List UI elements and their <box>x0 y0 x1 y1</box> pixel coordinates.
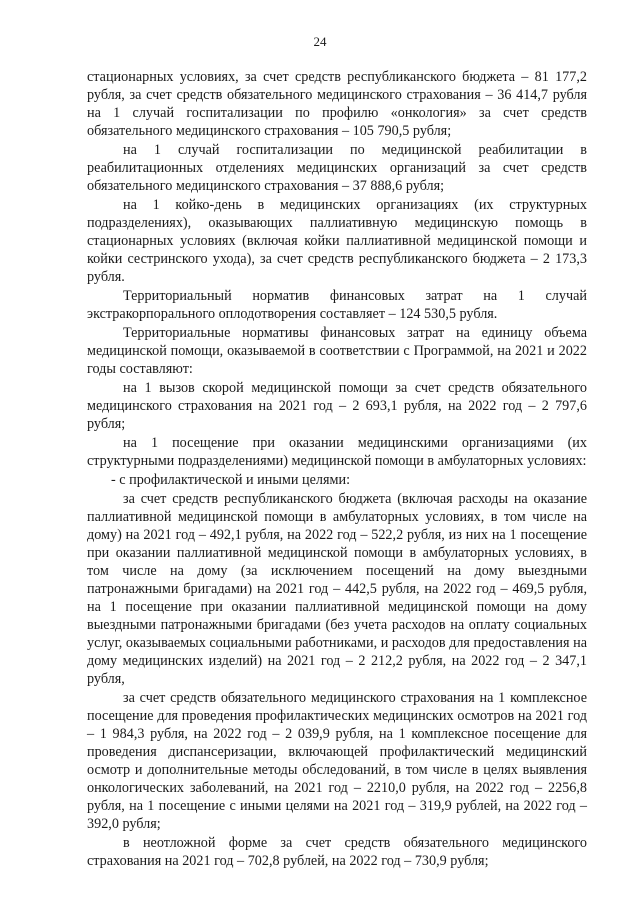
paragraph: Территориальные нормативы финансовых затрат на единицу объема медицинской помощи, оказываемой в соответствии с Программой, на 2021 и 2022 годы составляют: <box>87 325 587 377</box>
paragraph: - с профилактической и иными целями: <box>111 472 351 488</box>
paragraph: на 1 посещение при оказании медицинскими организациями (их структурными подразделениями) медицинской помощи в амбулаторных условиях: <box>87 435 587 469</box>
paragraph: за счет средств обязательного медицинского страхования на 1 комплексное посещение для проведения профилактических медицинских осмотров на 2021 год – 1 984,3 рубля, на 2022 год – 2 039,9 рубля, на 1 комплексное посещение для проведения диспансеризации, включающей профилактический медицинский осмотр и дополнительные методы обследований, в том числе в целях выявления онкологических заболеваний, на 2021 год – 2210,0 рубля, на 2022 год – 2256,8 рубля, на 1 посещение с иными целями на 2021 год – 319,9 рублей, на 2022 год – 392,0 рубля; <box>87 690 587 832</box>
paragraph: на 1 случай госпитализации по медицинской реабилитации в реабилитационных отделениях медицинских организаций за счет средств обязательного медицинского страхования – 37 888,6 рубля; <box>87 142 587 194</box>
paragraph: Территориальный норматив финансовых затрат на 1 случай экстракорпорального оплодотворения составляет – 124 530,5 рубля. <box>87 288 587 322</box>
paragraph: на 1 вызов скорой медицинской помощи за счет средств обязательного медицинского страхования на 2021 год – 2 693,1 рубля, на 2022 год – 2 797,6 рубля; <box>87 380 587 432</box>
paragraph: на 1 койко-день в медицинских организациях (их структурных подразделениях), оказывающих паллиативную медицинскую помощь в стационарных условиях (включая койки паллиативной медицинской помощи и койки сестринского ухода), за счет средств республиканского бюджета – 2 173,3 рубля. <box>87 197 587 285</box>
paragraph: в неотложной форме за счет средств обязательного медицинского страхования на 2021 год – 702,8 рублей, на 2022 год – 730,9 рубля; <box>87 835 587 869</box>
body-text <box>87 68 587 871</box>
paragraph: стационарных условиях, за счет средств республиканского бюджета – 81 177,2 рубля, за счет средств обязательного медицинского страхования – 36 414,7 рубля на 1 случай госпитализации по профилю «онкология» за счет средств обязательного медицинского страхования – 105 790,5 рубля; <box>87 69 587 139</box>
paragraph: за счет средств республиканского бюджета (включая расходы на оказание паллиативной медицинской помощи в амбулаторных условиях, в том числе на дому) на 2021 год – 492,1 рубля, на 2022 год – 522,2 рубля, из них на 1 посещение при оказании паллиативной медицинской помощи в амбулаторных условиях, в том числе на дому (за исключением посещений на дому выездными патронажными бригадами) на 2021 год – 442,5 рубля, на 2022 год – 469,5 рубля, на 1 посещение при оказании паллиативной медицинской помощи на дому выездными патронажными бригадами (без учета расходов на оплату социальных услуг, оказываемых социальными работниками, и расходов для предоставления на дому медицинских изделий) на 2021 год – 2 212,2 рубля, на 2022 год – 2 347,1 рубля, <box>87 491 587 687</box>
page-number: 24 <box>313 34 327 49</box>
